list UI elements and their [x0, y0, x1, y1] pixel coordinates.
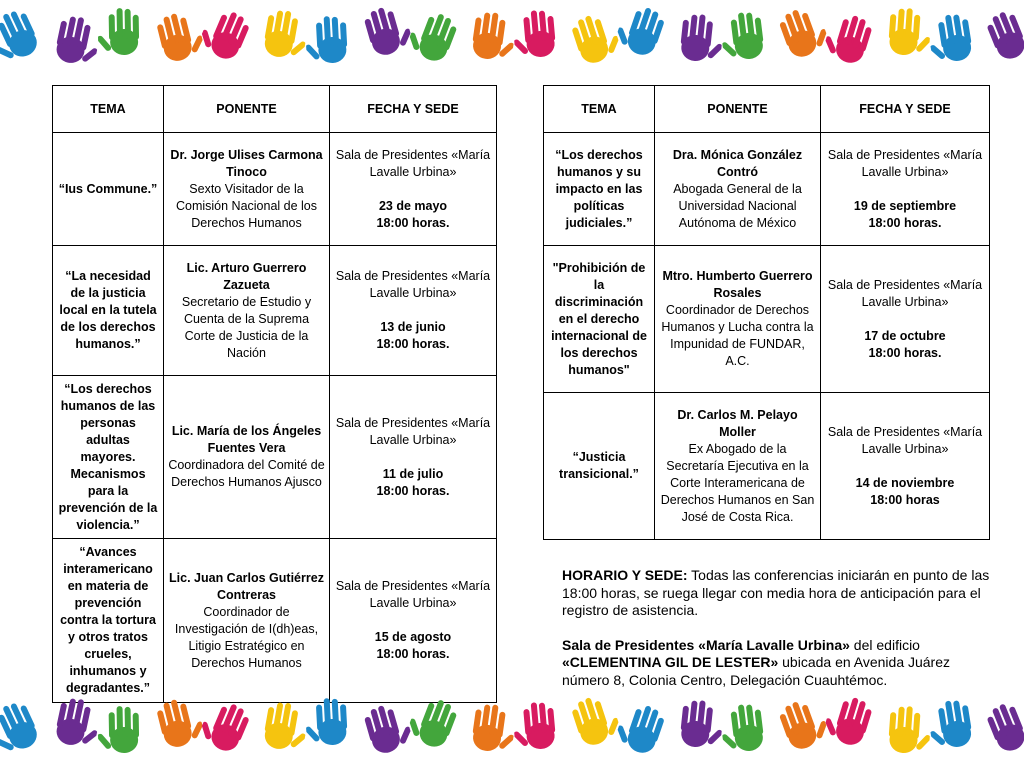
horario-text: Todas las conferencias iniciarán en punto de las 18:00 horas, se ruega llegar con media hora de anticipación para el registro de asistencia. [562, 567, 989, 618]
sede-text: Sala de Presidentes «María Lavalle Urbina» [334, 578, 492, 612]
handprint-icon [150, 10, 202, 72]
spacer [334, 449, 492, 466]
handprint-icon [618, 702, 670, 764]
handprint-icon [410, 10, 462, 72]
handprint-icon [514, 6, 566, 68]
fecha-text: 17 de octubre [825, 328, 985, 345]
fecha-sede-cell [821, 246, 990, 393]
handprint-icon [358, 702, 410, 764]
sede-text: Sala de Presidentes «María Lavalle Urbina» [825, 424, 985, 458]
handprint-border-top [0, 0, 1024, 80]
fecha-sede-cell [821, 393, 990, 540]
table-row [53, 376, 497, 539]
tema-cell [53, 133, 164, 246]
tema-cell [53, 376, 164, 539]
tema-text: “La necesidad de la justicia local en la tutela de los derechos humanos.” [57, 268, 159, 353]
column-header-tema: TEMA [53, 86, 164, 133]
handprint-icon [0, 6, 46, 68]
tema-text: “Ius Commune.” [57, 181, 159, 198]
handprint-icon [618, 4, 670, 66]
ponente-role: Abogada General de la Universidad Nacional Autónoma de México [659, 181, 816, 232]
horario-paragraph [562, 567, 992, 620]
fecha-text: 14 de noviembre [825, 475, 985, 492]
ponente-cell [164, 246, 330, 376]
ponente-role: Ex Abogado de la Secretaría Ejecutiva en la Corte Interamericana de Derechos Humanos en San José de Costa Rica. [659, 441, 816, 526]
column-header-ponente: PONENTE [655, 86, 821, 133]
ponente-name: Dr. Carlos M. Pelayo Moller [659, 407, 816, 441]
fecha-sede-cell [330, 539, 497, 703]
handprint-icon [826, 12, 878, 74]
ponente-name: Dra. Mónica González Contró [659, 147, 816, 181]
column-header-fecha-sede: FECHA Y SEDE [821, 86, 990, 133]
sede-text-2: ubicada en Avenida Juárez número 8, Colonia Centro, Delegación Cuauhtémoc. [562, 654, 950, 688]
tema-cell [544, 246, 655, 393]
tema-cell [544, 133, 655, 246]
hora-text: 18:00 horas. [334, 646, 492, 663]
tema-cell [53, 246, 164, 376]
hora-text: 18:00 horas. [334, 215, 492, 232]
fecha-text: 23 de mayo [334, 198, 492, 215]
handprint-icon [982, 700, 1024, 762]
table-row [544, 246, 990, 393]
sede-text-1: del edificio [850, 637, 920, 653]
handprint-icon [46, 694, 98, 756]
ponente-name: Lic. Juan Carlos Gutiérrez Contreras [168, 570, 325, 604]
table-header-row [53, 86, 497, 133]
handprint-icon [410, 696, 462, 758]
spacer [825, 458, 985, 475]
sede-text: Sala de Presidentes «María Lavalle Urbina» [825, 147, 985, 181]
handprint-icon [306, 12, 358, 74]
ponente-role: Secretario de Estudio y Cuenta de la Suprema Corte de Justicia de la Nación [168, 294, 325, 362]
column-header-fecha-sede: FECHA Y SEDE [330, 86, 497, 133]
fecha-sede-cell [330, 133, 497, 246]
sede-text: Sala de Presidentes «María Lavalle Urbina» [334, 147, 492, 181]
handprint-icon [774, 6, 826, 68]
fecha-text: 13 de junio [334, 319, 492, 336]
fecha-sede-cell [821, 133, 990, 246]
tema-cell [53, 539, 164, 703]
handprint-icon [462, 8, 514, 70]
spacer [334, 302, 492, 319]
handprint-icon [670, 696, 722, 758]
schedule-table-right [543, 85, 990, 540]
handprint-icon [982, 8, 1024, 70]
spacer [334, 612, 492, 629]
handprint-icon [930, 696, 982, 758]
table-header-row [544, 86, 990, 133]
tema-text: “Justicia transicional.” [548, 449, 650, 483]
hora-text: 18:00 horas. [825, 215, 985, 232]
handprint-icon [98, 702, 150, 764]
sede-text: Sala de Presidentes «María Lavalle Urbina» [334, 415, 492, 449]
handprint-icon [0, 698, 46, 760]
ponente-role: Sexto Visitador de la Comisión Nacional de los Derechos Humanos [168, 181, 325, 232]
hora-text: 18:00 horas [825, 492, 985, 509]
handprint-icon [774, 698, 826, 760]
ponente-cell [164, 376, 330, 539]
horario-label: HORARIO Y SEDE: [562, 567, 688, 583]
ponente-cell [164, 133, 330, 246]
handprint-icon [566, 12, 618, 74]
handprint-icon [878, 4, 930, 66]
handprint-border-bottom [0, 690, 1024, 768]
ponente-cell [655, 133, 821, 246]
sede-text: Sala de Presidentes «María Lavalle Urbina» [334, 268, 492, 302]
sala-name: Sala de Presidentes «María Lavalle Urbina» [562, 637, 850, 653]
handprint-icon [878, 702, 930, 764]
handprint-icon [566, 694, 618, 756]
sede-text: Sala de Presidentes «María Lavalle Urbina» [825, 277, 985, 311]
ponente-name: Mtro. Humberto Guerrero Rosales [659, 268, 816, 302]
handprint-icon [46, 12, 98, 74]
hora-text: 18:00 horas. [825, 345, 985, 362]
edificio-name: «CLEMENTINA GIL DE LESTER» [562, 654, 778, 670]
fecha-text: 15 de agosto [334, 629, 492, 646]
schedule-info [562, 567, 992, 707]
tema-cell [544, 393, 655, 540]
tema-text: “Avances interamericano en materia de prevención contra la tortura y otros tratos crueles, inhumanos y degradantes.” [57, 544, 159, 697]
ponente-role: Coordinadora del Comité de Derechos Humanos Ajusco [168, 457, 325, 491]
hora-text: 18:00 horas. [334, 483, 492, 500]
spacer [825, 181, 985, 198]
handprint-icon [202, 700, 254, 762]
table-row [53, 133, 497, 246]
tema-text: “Los derechos humanos y su impacto en las políticas judiciales.” [548, 147, 650, 232]
handprint-icon [98, 4, 150, 66]
handprint-icon [306, 694, 358, 756]
ponente-cell [655, 246, 821, 393]
fecha-text: 19 de septiembre [825, 198, 985, 215]
spacer [334, 181, 492, 198]
ponente-name: Lic. María de los Ángeles Fuentes Vera [168, 423, 325, 457]
fecha-sede-cell [330, 246, 497, 376]
column-header-tema: TEMA [544, 86, 655, 133]
ponente-role: Coordinador de Investigación de I(dh)eas, Litigio Estratégico en Derechos Humanos [168, 604, 325, 672]
column-header-ponente: PONENTE [164, 86, 330, 133]
ponente-role: Coordinador de Derechos Humanos y Lucha contra la Impunidad de FUNDAR, A.C. [659, 302, 816, 370]
handprint-icon [254, 6, 306, 68]
fecha-text: 11 de julio [334, 466, 492, 483]
ponente-name: Dr. Jorge Ulises Carmona Tinoco [168, 147, 325, 181]
ponente-cell [164, 539, 330, 703]
table-row [53, 246, 497, 376]
spacer [825, 311, 985, 328]
handprint-icon [254, 698, 306, 760]
handprint-icon [462, 700, 514, 762]
ponente-cell [655, 393, 821, 540]
schedule-table-left [52, 85, 497, 703]
table-row [53, 539, 497, 703]
handprint-icon [670, 10, 722, 72]
handprint-icon [826, 694, 878, 756]
table-row [544, 393, 990, 540]
fecha-sede-cell [330, 376, 497, 539]
handprint-icon [202, 8, 254, 70]
hora-text: 18:00 horas. [334, 336, 492, 353]
ponente-name: Lic. Arturo Guerrero Zazueta [168, 260, 325, 294]
tema-text: “Los derechos humanos de las personas adultas mayores. Mecanismos para la prevención de la violencia.” [57, 381, 159, 534]
table-row [544, 133, 990, 246]
tema-text: "Prohibición de la discriminación en el derecho internacional de los derechos humanos" [548, 260, 650, 379]
sede-paragraph [562, 637, 992, 690]
